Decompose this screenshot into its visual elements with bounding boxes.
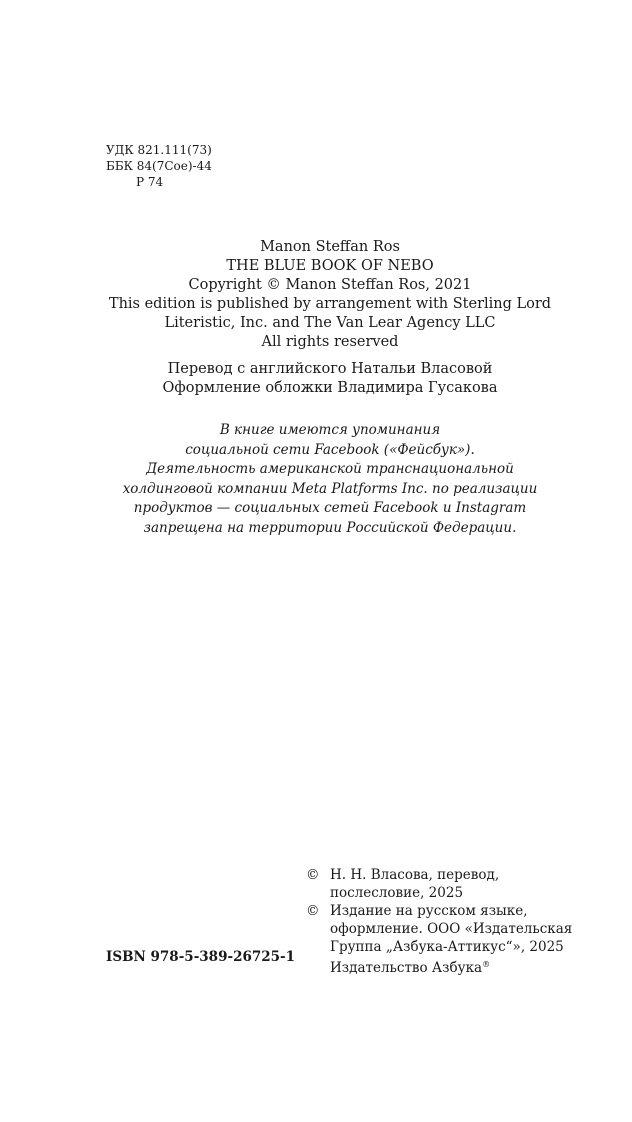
classification-codes — [106, 142, 212, 190]
publisher-name: Издательство Азбука — [330, 960, 483, 976]
udc-code: УДК 821.111(73) — [106, 143, 212, 157]
copyright-sign: © — [306, 867, 320, 883]
copyright-entry — [306, 866, 572, 902]
isbn: ISBN 978-5-389-26725-1 — [106, 949, 296, 965]
rights-reserved: All rights reserved — [261, 334, 399, 350]
original-author: Manon Steffan Ros — [260, 239, 400, 255]
bbk-code: ББК 84(7Сое)-44 — [106, 159, 212, 173]
publisher-line — [330, 956, 572, 977]
russian-copyrights — [306, 866, 572, 977]
translation-credit: Перевод с английского Натальи Власовой — [167, 361, 493, 377]
credits-block — [60, 360, 600, 398]
notice-line: запрещена на территории Российской Федерации. — [143, 519, 517, 536]
edition-line: This edition is published by arrangement with Sterling Lord — [108, 296, 552, 312]
original-title: THE BLUE BOOK OF NEBO — [226, 258, 434, 274]
notice-line: продуктов — социальных сетей Facebook и Instagram — [133, 500, 527, 516]
copyright-line: Группа „Азбука-Аттикус“», 2025 — [330, 939, 564, 955]
cover-credit: Оформление обложки Владимира Гусакова — [162, 380, 498, 396]
copyright-sign: © — [306, 903, 320, 919]
notice-line: социальной сети Facebook («Фейсбук»). — [185, 441, 475, 458]
notice-line: холдинговой компании Meta Platforms Inc. по реализации — [122, 480, 538, 497]
copyright-line: послесловие, 2025 — [330, 885, 464, 901]
copyright-entry — [306, 902, 572, 977]
edition-line: Literistic, Inc. and The Van Lear Agency LLC — [164, 315, 496, 331]
notice-line: В книге имеются упоминания — [219, 422, 441, 438]
registered-mark: ® — [482, 960, 491, 969]
original-copyright: Copyright © Manon Steffan Ros, 2021 — [188, 277, 472, 293]
copyright-line: оформление. ООО «Издательская — [330, 921, 573, 937]
legal-notice — [60, 421, 600, 538]
copyright-line: Н. Н. Власова, перевод, — [330, 867, 500, 883]
original-copyright-block — [60, 238, 600, 352]
notice-line: Деятельность американской транснациональной — [146, 461, 514, 477]
copyright-line: Издание на русском языке, — [330, 903, 528, 919]
author-sign: Р 74 — [136, 175, 164, 189]
